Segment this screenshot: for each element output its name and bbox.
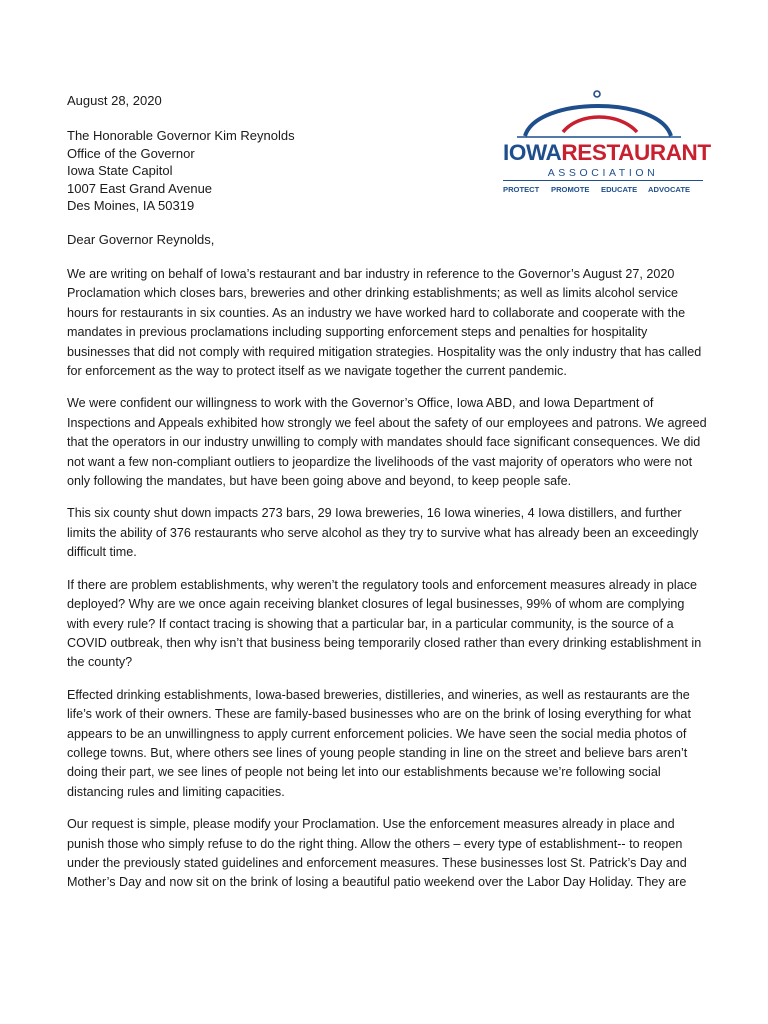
tagline-protect: PROTECT (503, 185, 540, 194)
logo-name-restaurant: RESTAURANT (561, 140, 711, 165)
recipient-line: 1007 East Grand Avenue (67, 180, 213, 196)
tagline-promote: PROMOTE (551, 185, 590, 194)
tagline-educate: EDUCATE (601, 185, 638, 194)
body-paragraph: Effected drinking establishments, Iowa-based breweries, distilleries, and wineries, as well as restaurants are the life’s work of their owners. These are family-based businesses who are on the brink of losing everything for what appears to be an unwillingness to apply current enforcement policies. We have seen the social media photos of college towns. But, where others see lines of young people standing in line on the street and believe bars aren’t doing their part, we see lines of people not being let into our establishments because we’re following social distancing rules and limiting capacities. (67, 687, 691, 799)
recipient-line: Des Moines, IA 50319 (67, 198, 195, 213)
iowa-restaurant-association-logo (503, 82, 711, 202)
salutation: Dear Governor Reynolds, (67, 232, 215, 247)
logo-subtitle: ASSOCIATION (547, 167, 659, 179)
logo-name-iowa: IOWA (503, 140, 562, 165)
body-paragraph: We are writing on behalf of Iowa’s restaurant and bar industry in reference to the Governor’s August 27, 2020 Proclamation which closes bars, breweries and other drinking establishments; as well as limits alcohol service hours for restaurants in six counties. As an industry we have worked hard to collaborate and cooperate with the mandates in previous proclamations including supporting enforcement steps and penalties for hospitality businesses that did not comply with required mitigation strategies. Hospitality was the only industry that has called for enforcement as the way to protect itself as we navigate together the current pandemic. (67, 267, 702, 379)
recipient-line: The Honorable Governor Kim Reynolds (67, 128, 295, 143)
logo-divider (503, 180, 703, 181)
recipient-address (67, 127, 295, 215)
cloche-icon (503, 82, 703, 142)
letter-body (67, 265, 707, 906)
letter-date: August 28, 2020 (67, 93, 162, 108)
body-paragraph: We were confident our willingness to work with the Governor’s Office, Iowa ABD, and Iowa Department of Inspections and Appeals exhibited how strongly we feel about the safety of our employees and patrons. We agreed that the operators in our industry unwilling to comply with mandates should face significant consequences. We did not want a few non-compliant outliers to jeopardize the livelihoods of the vast majority of operators who were not only following the mandates, but have been going above and beyond, to keep people safe. (67, 396, 707, 489)
body-paragraph: If there are problem establishments, why weren’t the regulatory tools and enforcement measures already in place deployed? Why are we once again receiving blanket closures of legal businesses, 99% of whom are complying with every rule? If contact tracing is showing that a particular bar, in a particular community, is the source of a COVID outbreak, then why isn’t that business being temporarily closed rather than every drinking establishment in the county? (67, 577, 702, 670)
recipient-line: Iowa State Capitol (67, 163, 173, 178)
recipient-line: Office of the Governor (67, 145, 195, 161)
logo-tagline (503, 183, 703, 197)
body-paragraph: This six county shut down impacts 273 bars, 29 Iowa breweries, 16 Iowa wineries, 4 Iowa distillers, and further limits the ability of 376 restaurants who serve alcohol as they try to survive what has already been an exceedingly difficult time. (67, 506, 699, 560)
logo-name (503, 140, 711, 166)
tagline-advocate: ADVOCATE (648, 185, 691, 194)
body-paragraph: Our request is simple, please modify your Proclamation. Use the enforcement measures already in place and punish those who simply refuse to do the right thing. Allow the others – every type of establishment-- to reopen under the previously stated guidelines and enforcement measures. These businesses lost St. Patrick’s Day and Mother’s Day and now sit on the brink of losing a beautiful patio weekend over the Labor Day Holiday. They are (67, 817, 687, 890)
